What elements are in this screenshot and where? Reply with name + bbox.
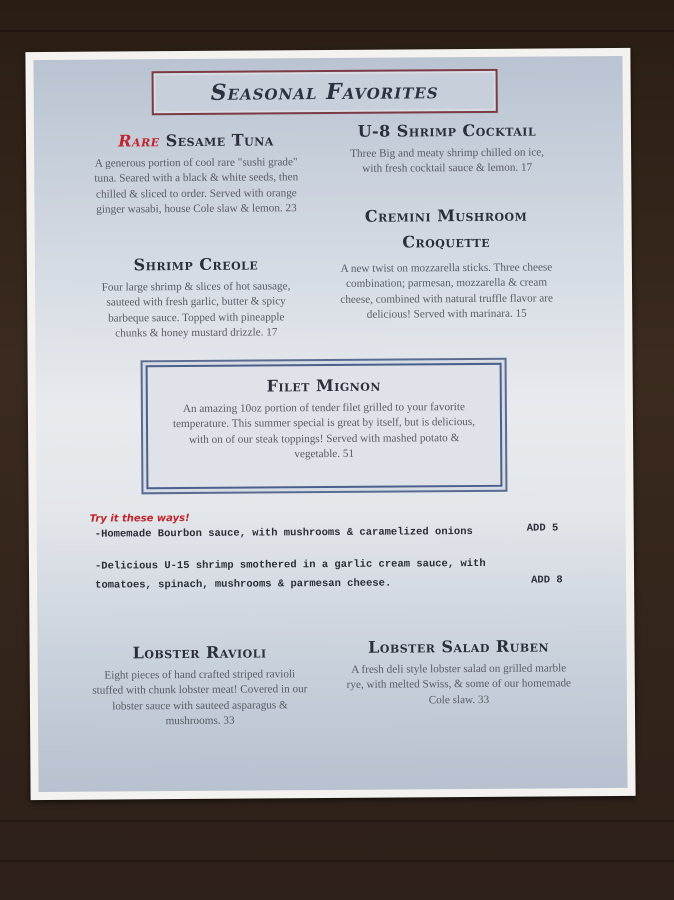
title-banner xyxy=(152,69,498,115)
menu-item-shrimp-cocktail xyxy=(342,120,552,177)
item-name-shrimp-creole: Shrimp Creole xyxy=(133,254,259,275)
tuna-name-rest: Sesame Tuna xyxy=(159,130,274,151)
item-desc-croquette: A new twist on mozzarella sticks. Three cheese combination; parmesan, mozzarella & cream cheese, combined with natural truffle flavor are delicious! Served with marinara. 15 xyxy=(340,261,553,321)
rare-label: Rare xyxy=(118,131,160,151)
item-name-tuna xyxy=(86,130,306,151)
item-name-filet: Filet Mignon xyxy=(266,375,381,396)
item-name-ravioli: Lobster Ravioli xyxy=(132,642,267,663)
item-name-croquette: Cremini Mushroom Croquette xyxy=(364,205,528,252)
menu-item-ravioli xyxy=(92,642,309,730)
menu-item-shrimp-creole xyxy=(91,254,302,342)
menu-page xyxy=(33,56,627,792)
menu-paper xyxy=(25,48,635,800)
menu-item-ruben xyxy=(343,636,573,708)
item-name-shrimp-cocktail: U-8 Shrimp Cocktail xyxy=(357,120,537,141)
topping-shrimp-line1: -Delicious U-15 shrimp smothered in a garlic cream sauce, with xyxy=(94,557,486,573)
menu-item-tuna xyxy=(86,130,307,218)
topping-shrimp-price: ADD 8 xyxy=(531,574,563,587)
topping-bourbon: -Homemade Bourbon sauce, with mushrooms & caramelized onions xyxy=(94,526,473,541)
item-desc-shrimp-creole: Four large shrimp & slices of hot sausage, sauteed with fresh garlic, butter & spicy barbeque sauce. Topped with pineapple chunks & honey mustard drizzle. 17 xyxy=(101,280,291,340)
item-desc-ravioli: Eight pieces of hand crafted striped ravioli stuffed with chunk lobster meat! Covered in our lobster sauce with sauteed asparagus & mushrooms. 33 xyxy=(92,668,308,728)
filet-mignon-box xyxy=(146,363,503,489)
topping-bourbon-price: ADD 5 xyxy=(526,522,559,535)
item-desc-tuna: A generous portion of cool rare "sushi grade" tuna. Seared with a black & white seeds, then chilled & sliced to order. Served with orange ginger wasabi, house Cole slaw & lemon. 23 xyxy=(94,156,299,216)
menu-title: Seasonal Favorites xyxy=(210,78,439,106)
item-desc-ruben: A fresh deli style lobster salad on grilled marble rye, with melted Swiss, & some of our homemade Cole slaw. 33 xyxy=(346,662,572,706)
item-desc-filet: An amazing 10oz portion of tender filet grilled to your favorite temperature. This summer special is great by itself, but is delicious, with on of our steak toppings! Served with mashed potato & vegetable. 51 xyxy=(172,401,476,461)
menu-item-croquette xyxy=(338,202,554,323)
try-these-label: Try it these ways! xyxy=(89,512,190,525)
topping-shrimp-line2: tomatoes, spinach, mushrooms & parmesan cheese. xyxy=(95,577,392,592)
item-desc-shrimp-cocktail: Three Big and meaty shrimp chilled on ice, with fresh cocktail sauce & lemon. 17 xyxy=(350,146,545,176)
item-name-ruben: Lobster Salad Ruben xyxy=(368,636,550,657)
